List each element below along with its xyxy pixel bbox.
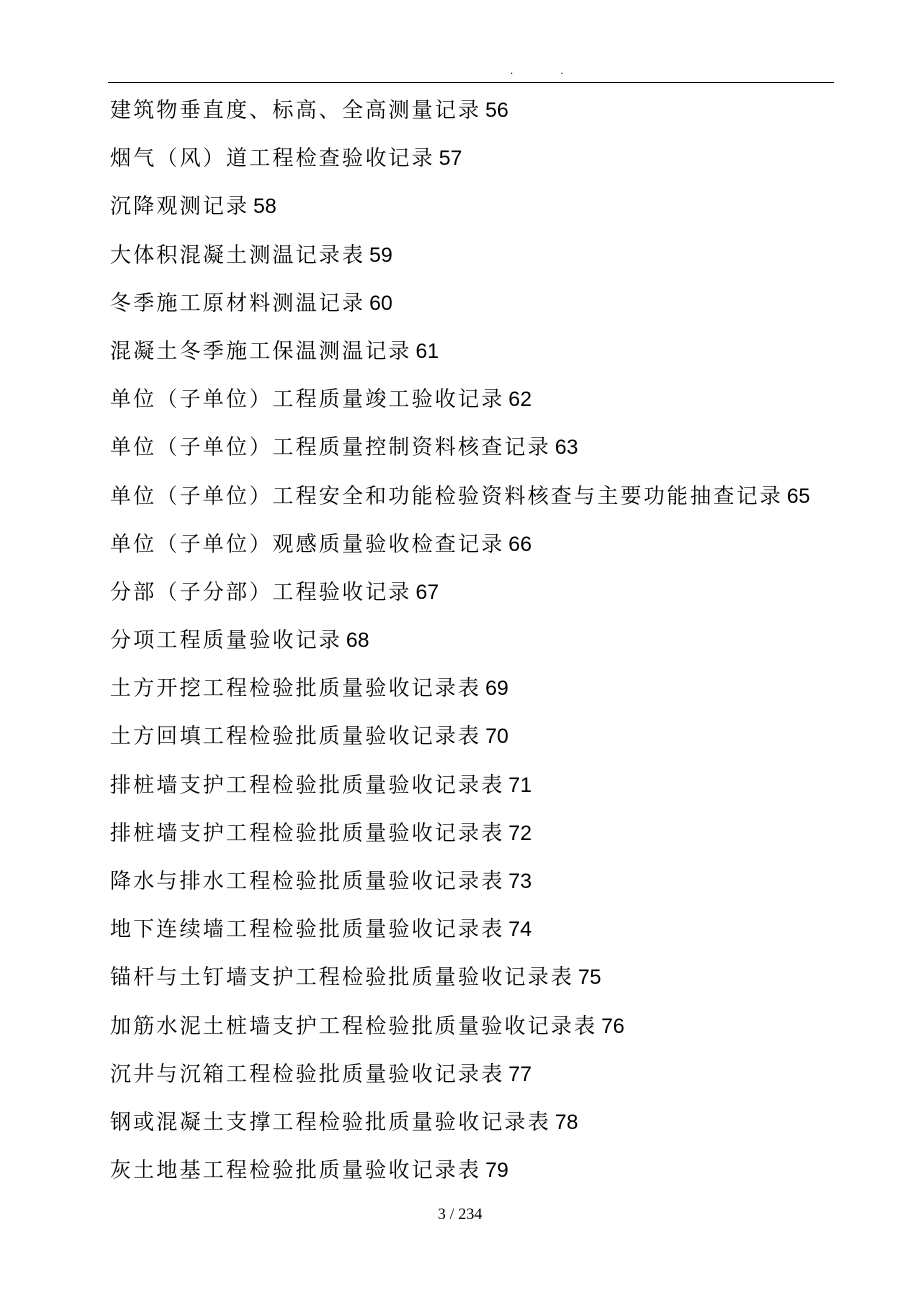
toc-entry-title: 单位（子单位）工程质量竣工验收记录 (110, 387, 505, 412)
toc-entry-title: 地下连续墙工程检验批质量验收记录表 (110, 917, 505, 942)
toc-entry[interactable] (110, 1008, 850, 1056)
toc-entry[interactable] (110, 670, 850, 718)
toc-entry-title: 钢或混凝土支撑工程检验批质量验收记录表 (110, 1109, 551, 1134)
toc-entry[interactable] (110, 863, 850, 911)
toc-entry-page: 70 (485, 725, 509, 749)
toc-entry[interactable] (110, 1104, 850, 1152)
toc-entry[interactable] (110, 188, 850, 236)
toc-entry-title: 沉降观测记录 (110, 194, 250, 219)
toc-entry-page: 72 (508, 821, 532, 845)
toc-entry-page: 61 (415, 339, 439, 363)
toc-entry-page: 78 (554, 1110, 579, 1134)
toc-entry-title: 单位（子单位）工程质量控制资料核查记录 (110, 435, 551, 460)
header-marks: . . (510, 66, 586, 77)
toc-entry-title: 排桩墙支护工程检验批质量验收记录表 (110, 772, 505, 797)
toc-entry-title: 土方开挖工程检验批质量验收记录表 (110, 676, 482, 701)
toc-entry[interactable] (110, 140, 850, 188)
toc-entry[interactable] (110, 767, 850, 815)
toc-entry-page: 77 (508, 1062, 532, 1086)
toc-entry-page: 73 (508, 870, 532, 893)
toc-entry-title: 加筋水泥土桩墙支护工程检验批质量验收记录表 (110, 1013, 598, 1038)
toc-entry[interactable] (110, 92, 850, 140)
toc-entry[interactable] (110, 1056, 850, 1104)
toc-entry[interactable] (110, 285, 850, 333)
toc-entry-title: 沉井与沉箱工程检验批质量验收记录表 (110, 1061, 505, 1086)
toc-entry[interactable] (110, 911, 850, 959)
toc-entry-page: 60 (369, 291, 393, 315)
toc-entry-page: 65 (786, 484, 811, 508)
toc-entry-page: 62 (508, 388, 532, 412)
toc-entry[interactable] (110, 574, 850, 622)
toc-entry-title: 分项工程质量验收记录 (110, 628, 342, 653)
header-rule (108, 82, 834, 83)
toc-entry[interactable] (110, 815, 850, 863)
toc-entry-page: 58 (253, 195, 277, 219)
toc-entry-title: 降水与排水工程检验批质量验收记录表 (110, 869, 505, 893)
toc-entry-page: 63 (554, 436, 579, 460)
toc-entry-title: 单位（子单位）工程安全和功能检验资料核查与主要功能抽查记录 (110, 483, 783, 508)
table-of-contents (110, 92, 850, 1200)
toc-entry[interactable] (110, 959, 850, 1007)
toc-entry-page: 79 (485, 1159, 509, 1183)
toc-entry[interactable] (110, 526, 850, 574)
toc-entry-title: 建筑物垂直度、标高、全高测量记录 (110, 98, 482, 122)
toc-entry-title: 单位（子单位）观感质量验收检查记录 (110, 531, 505, 556)
toc-entry-title: 土方回填工程检验批质量验收记录表 (110, 724, 482, 749)
toc-entry-page: 69 (485, 677, 509, 701)
toc-entry-page: 75 (578, 966, 602, 990)
toc-entry-title: 锚杆与土钉墙支护工程检验批质量验收记录表 (110, 965, 574, 990)
toc-entry-page: 66 (508, 532, 532, 556)
toc-entry-title: 大体积混凝土测温记录表 (110, 242, 366, 267)
toc-entry[interactable] (110, 429, 850, 477)
toc-entry-title: 分部（子分部）工程验收记录 (110, 579, 412, 604)
toc-entry-page: 67 (415, 580, 439, 604)
toc-entry-page: 76 (601, 1014, 625, 1038)
toc-entry-title: 冬季施工原材料测温记录 (110, 290, 366, 315)
toc-entry[interactable] (110, 622, 850, 670)
toc-entry[interactable] (110, 237, 850, 285)
page-number: 3 / 234 (437, 1206, 483, 1223)
toc-entry-title: 灰土地基工程检验批质量验收记录表 (110, 1158, 482, 1183)
toc-entry-page: 74 (508, 918, 532, 942)
toc-entry-title: 排桩墙支护工程检验批质量验收记录表 (110, 820, 505, 845)
toc-entry[interactable] (110, 381, 850, 429)
toc-entry-page: 59 (369, 243, 393, 267)
toc-entry-page: 56 (485, 99, 509, 122)
toc-entry-page: 57 (438, 147, 463, 171)
toc-entry-page: 71 (508, 773, 532, 797)
toc-entry-title: 混凝土冬季施工保温测温记录 (110, 338, 412, 363)
toc-entry-page: 68 (346, 629, 370, 653)
toc-entry[interactable] (110, 478, 850, 526)
toc-entry[interactable] (110, 718, 850, 766)
toc-entry-title: 烟气（风）道工程检查验收记录 (110, 146, 435, 171)
toc-entry[interactable] (110, 1152, 850, 1200)
toc-entry[interactable] (110, 333, 850, 381)
